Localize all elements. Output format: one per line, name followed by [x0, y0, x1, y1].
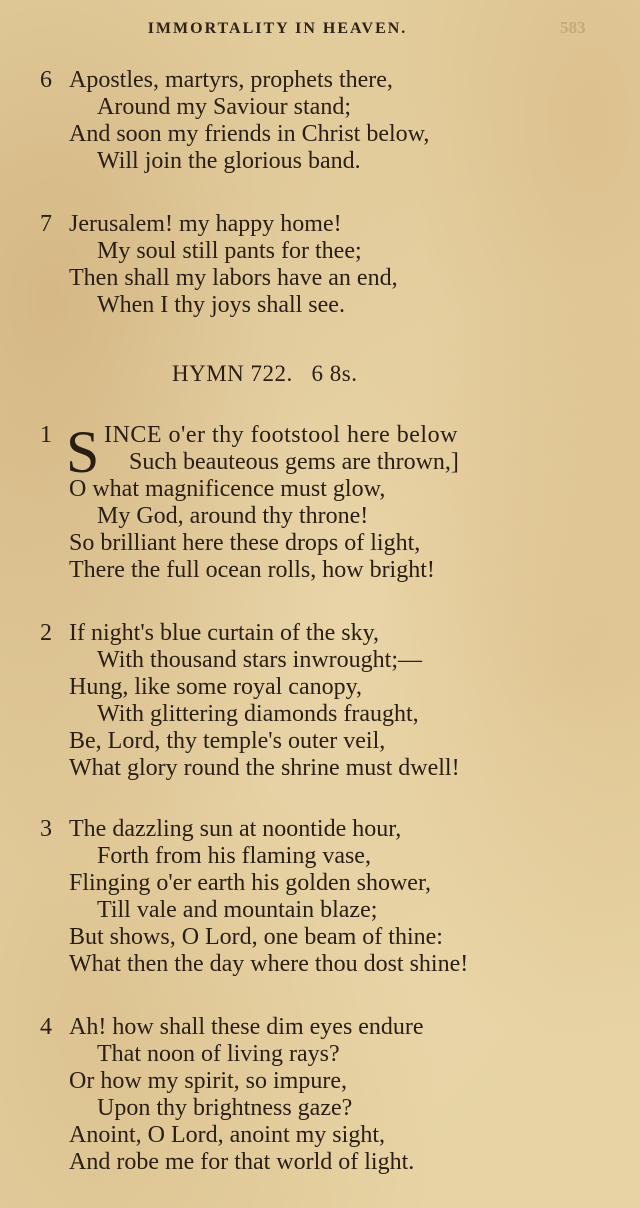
verse-line: If night's blue curtain of the sky, [69, 620, 380, 646]
verse-line: Jerusalem! my happy home! [69, 211, 342, 237]
stanza-number: 3 [40, 816, 52, 842]
verse-line: Ah! how shall these dim eyes endure [69, 1014, 424, 1040]
verse-line: Then shall my labors have an end, [69, 265, 398, 291]
verse-line: With thousand stars inwrought;— [97, 647, 423, 673]
verse-line: Till vale and mountain blaze; [97, 897, 378, 923]
verse-line: But shows, O Lord, one beam of thine: [69, 924, 443, 950]
drop-cap: S [66, 419, 100, 485]
verse-line: When I thy joys shall see. [97, 292, 345, 318]
stanza-number: 2 [40, 620, 52, 646]
hymn-heading: HYMN 722. 6 8s. [172, 361, 358, 386]
verse-line: Flinging o'er earth his golden shower, [69, 870, 431, 896]
page-number: 583 [560, 18, 586, 37]
verse-line-first: INCE o'er thy footstool here below [104, 422, 458, 448]
verse-line: Be, Lord, thy temple's outer veil, [69, 728, 386, 754]
verse-line: Anoint, O Lord, anoint my sight, [69, 1122, 385, 1148]
verse-line: What glory round the shrine must dwell! [69, 755, 460, 781]
verse-line: What then the day where thou dost shine! [69, 951, 469, 977]
verse-line: And soon my friends in Christ below, [69, 121, 430, 147]
stanza-number: 6 [40, 67, 52, 93]
verse-line: Around my Saviour stand; [97, 94, 351, 120]
verse-line: Apostles, martyrs, prophets there, [69, 67, 393, 93]
verse-line: Such beauteous gems are thrown,] [129, 449, 459, 475]
stanza-number: 7 [40, 211, 52, 237]
verse-line: O what magnificence must glow, [69, 476, 386, 502]
verse-line: The dazzling sun at noontide hour, [69, 816, 402, 842]
verse-line: That noon of living rays? [97, 1041, 340, 1067]
verse-line: My soul still pants for thee; [97, 238, 362, 264]
stanza-number: 4 [40, 1014, 52, 1040]
verse-line: Upon thy brightness gaze? [97, 1095, 353, 1121]
verse-line: Or how my spirit, so impure, [69, 1068, 347, 1094]
verse-line: My God, around thy throne! [97, 503, 369, 529]
running-head: IMMORTALITY IN HEAVEN. [147, 20, 408, 37]
verse-line: So brilliant here these drops of light, [69, 530, 421, 556]
verse-line: And robe me for that world of light. [69, 1149, 415, 1175]
verse-line: Forth from his flaming vase, [97, 843, 371, 869]
stanza-number: 1 [40, 422, 52, 448]
verse-line: With glittering diamonds fraught, [97, 701, 419, 727]
verse-line: There the full ocean rolls, how bright! [69, 557, 435, 583]
verse-line: Hung, like some royal canopy, [69, 674, 363, 700]
verse-line: Will join the glorious band. [97, 148, 361, 174]
